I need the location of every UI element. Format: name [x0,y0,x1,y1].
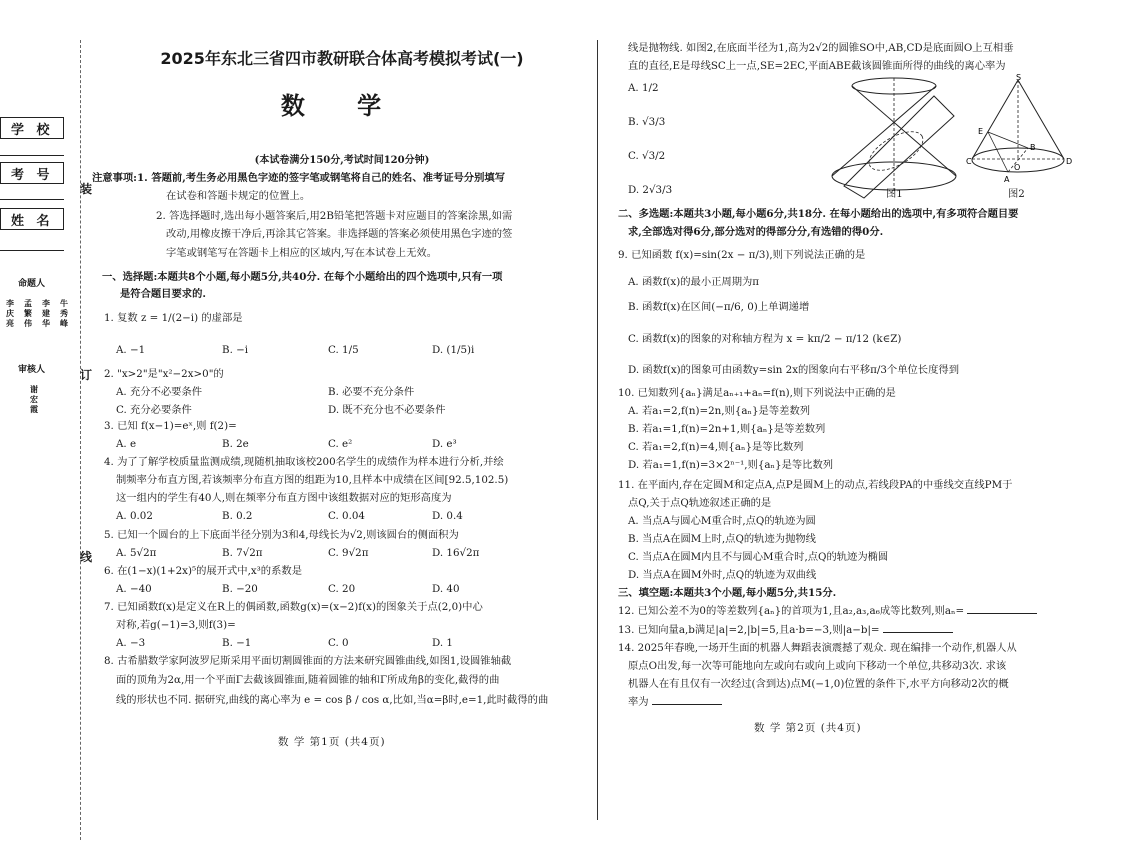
option: D. 当点A在圆M外时,点Q的轨迹为双曲线 [628,569,817,581]
exam-info: (本试卷满分150分,考试时间120分钟) [254,155,430,166]
option: C. 0.04 [328,510,365,522]
question-13 [618,622,953,639]
question-14: 14. 2025年春晚,一场开生面的机器人舞蹈表演震撼了观众. 现在编排一个动作,机器人从 [618,642,1017,654]
notice-line: 改动,用橡皮擦干净后,再涂其它答案。非选择题的答案必须使用黑色字迹的签 [166,228,513,240]
exam-title: 2025年东北三省四市教研联合体高考模拟考试(一) [160,49,524,68]
question-14 [628,694,722,711]
option: D. 1 [432,637,453,649]
question-7: 对称,若g(−1)=3,则f(3)= [116,619,236,631]
setter-name: 孟繁伟 [24,298,32,328]
figure-1-cones [824,76,964,201]
question-11: 11. 在平面内,存在定圆M和定点A,点P是圆M上的动点,若线段PA的中垂线交直线PM于 [618,479,1013,491]
point-label: A [1004,175,1010,184]
exam-number-line [0,199,64,200]
option: B. −20 [222,583,258,595]
question-9: 9. 已知函数 f(x)=sin(2x − π/3),则下列说法正确的是 [618,249,866,261]
option: D. 若a₁=1,f(n)=3×2ⁿ⁻¹,则{aₙ}是等比数列 [628,459,834,471]
option: B. 若a₁=1,f(n)=2n+1,则{aₙ}是等差数列 [628,423,826,435]
point-label: O [1014,163,1021,172]
question-4: 4. 为了了解学校质量监测成绩,现随机抽取该校200名学生的成绩作为样本进行分析,并绘 [104,456,504,468]
answer-blank [967,603,1037,614]
figure-1-caption: 图1 [886,188,903,200]
section-heading: 是符合题目要求的. [120,288,206,300]
section-heading: 二、多选题:本题共3小题,每小题6分,共18分. 在每小题给出的选项中,有多项符合题目要 [618,208,1019,220]
option: C. 充分必要条件 [116,404,192,416]
option: D. 函数f(x)的图象可由函数y=sin 2x的图象向右平移π/3个单位长度得到 [628,364,959,376]
reviewer-name: 谢宏霞 [30,384,38,414]
reviewers-label: 审核人 [18,365,46,375]
question-2: 2. "x>2"是"x²−2x>0"的 [104,368,224,380]
question-13-text: 13. 已知向量a,b满足|a|=2,|b|=5,且a·b=−3,则|a−b|= [618,624,880,636]
option: C. 若a₁=2,f(n)=4,则{aₙ}是等比数列 [628,441,804,453]
name-label: 姓 名 [0,208,64,230]
question-4: 这一组内的学生有40人,则在频率分布直方图中该组数据对应的矩形高度为 [116,492,452,504]
option: D. (1/5)i [432,344,475,356]
option: A. 充分不必要条件 [116,386,203,398]
option: A. 当点A与圆心M重合时,点Q的轨迹为圆 [628,515,816,527]
option: B. 函数f(x)在区间(−π/6, 0)上单调递增 [628,301,810,313]
setter-name: 李庆亮 [6,298,14,328]
option: C. 当点A在圆M内且不与圆心M重合时,点Q的轨迹为椭圆 [628,551,889,563]
option: A. −3 [116,637,146,649]
section-heading: 三、填空题:本题共3个小题,每小题5分,共15分. [618,587,837,599]
binding-char: 装 [80,182,93,196]
binding-char: 订 [80,368,93,382]
question-12 [618,603,1037,620]
option: C. 20 [328,583,356,595]
question-14: 机器人在有且仅有一次经过(含到达)点M(−1,0)位置的条件下,水平方向移动2次的概 [628,678,1009,690]
option: D. 既不充分也不必要条件 [328,404,446,416]
question-14: 原点O出发,每一次等可能地向左或向右或向上或向下移动一个单位,共移动3次. 求该 [628,660,1007,672]
subject-title: 数 学 [280,92,404,120]
option: B. 必要不充分条件 [328,386,415,398]
notice-line: 2. 答选择题时,选出每小题答案后,用2B铅笔把答题卡对应题目的答案涂黑,如需 [156,210,513,222]
answer-blank [883,622,953,633]
question-5: 5. 已知一个圆台的上下底面半径分别为3和4,母线长为√2,则该圆台的侧面积为 [104,529,459,541]
question-3: 3. 已知 f(x−1)=eˣ,则 f(2)= [104,420,237,432]
page-footer: 数 学 第2页 (共4页) [754,722,862,734]
section-heading: 一、选择题:本题共8个小题,每小题5分,共40分. 在每个小题给出的四个选项中,只有一项 [102,271,503,283]
option: B. −i [222,344,249,356]
option: A. 函数f(x)的最小正周期为π [628,276,760,288]
point-label: C [966,157,972,166]
page-divider [597,40,598,820]
option: C. 函数f(x)的图象的对称轴方程为 x = kπ/2 − π/12 (k∈Z) [628,333,902,345]
exam-number-label: 考 号 [0,162,64,184]
option: B. 0.2 [222,510,253,522]
option: D. 0.4 [432,510,463,522]
question-8-continued: 直的直径,E是母线SC上一点,SE=2EC,平面ABE截该圆锥面所得的曲线的离心率为 [628,60,1006,72]
question-12-text: 12. 已知公差不为0的等差数列{aₙ}的首项为1,且a₂,a₃,a₆成等比数列,则aₙ= [618,605,965,617]
option: B. 7√2π [222,547,263,559]
option: C. 9√2π [328,547,369,559]
option: A. 0.02 [116,510,153,522]
option: C. e² [328,438,353,450]
setters-label: 命题人 [18,279,46,289]
point-label: S [1016,74,1022,82]
point-label: E [978,127,984,136]
question-8-continued: 线是抛物线. 如图2,在底面半径为1,高为2√2的圆锥SO中,AB,CD是底面圆O上互相垂 [628,42,1014,54]
question-6: 6. 在(1−x)(1+2x)⁵的展开式中,x³的系数是 [104,565,302,577]
name-line [0,250,64,251]
option: A. 5√2π [116,547,157,559]
option: C. 1/5 [328,344,359,356]
question-7: 7. 已知函数f(x)是定义在R上的偶函数,函数g(x)=(x−2)f(x)的图象关于点(2,0)中心 [104,601,483,613]
binding-char: 线 [80,550,93,564]
option: A. 若a₁=2,f(n)=2n,则{aₙ}是等差数列 [628,405,811,417]
option: A. 1/2 [628,82,659,94]
option: B. 2e [222,438,249,450]
option: B. −1 [222,637,252,649]
question-8: 面的顶角为2α,用一个平面Γ去截该圆锥面,随着圆锥的轴和Γ所成角β的变化,截得的曲 [116,674,500,686]
option: B. 当点A在圆M上时,点Q的轨迹为抛物线 [628,533,816,545]
question-8: 线的形状也不同. 据研究,曲线的离心率为 e = cos β / cos α,比如,当α=β时,e=1,此时截得的曲 [116,694,549,706]
option: D. 16√2π [432,547,480,559]
question-11: 点Q,关于点Q轨迹叙述正确的是 [628,497,772,509]
question-10: 10. 已知数列{aₙ}满足aₙ₊₁+aₙ=f(n),则下列说法中正确的是 [618,387,896,399]
option: A. e [116,438,137,450]
page-footer: 数 学 第1页 (共4页) [278,736,386,748]
figure-2-caption: 图2 [1008,188,1025,200]
binding-dash-line [80,40,81,840]
question-1: 1. 复数 z = 1/(2−i) 的虚部是 [104,312,243,324]
option: D. 40 [432,583,460,595]
notice-line: 注意事项:1. 答题前,考生务必用黑色字迹的签字笔或钢笔将自己的姓名、准考证号分别填写 [92,172,505,184]
point-label: B [1030,143,1036,152]
question-8: 8. 古希腊数学家阿波罗尼斯采用平面切割圆锥面的方法来研究圆锥曲线,如图1,设圆锥轴截 [104,655,512,667]
option: D. e³ [432,438,457,450]
option: C. 0 [328,637,349,649]
answer-blank [652,694,722,705]
setter-name: 李建华 [42,298,50,328]
notice-line: 在试卷和答题卡规定的位置上。 [166,190,311,202]
section-heading: 求,全部选对得6分,部分选对的得部分分,有选错的得0分. [628,226,884,238]
question-4: 制频率分布直方图,若该频率分布直方图的组距为10,且样本中成绩在区间[92.5,102.5) [116,474,509,486]
option: A. −40 [116,583,152,595]
point-label: D [1066,157,1073,166]
question-14-text: 率为 [628,696,649,708]
school-line [0,155,64,156]
figure-2-cone [966,74,1076,202]
setter-name: 牛秀峰 [60,298,68,328]
school-label: 学 校 [0,117,64,139]
option: A. −1 [116,344,146,356]
option: D. 2√3/3 [628,184,673,196]
option: B. √3/3 [628,116,666,128]
notice-line: 字笔或钢笔写在答题卡上相应的区域内,写在本试卷上无效。 [166,247,437,259]
option: C. √3/2 [628,150,666,162]
